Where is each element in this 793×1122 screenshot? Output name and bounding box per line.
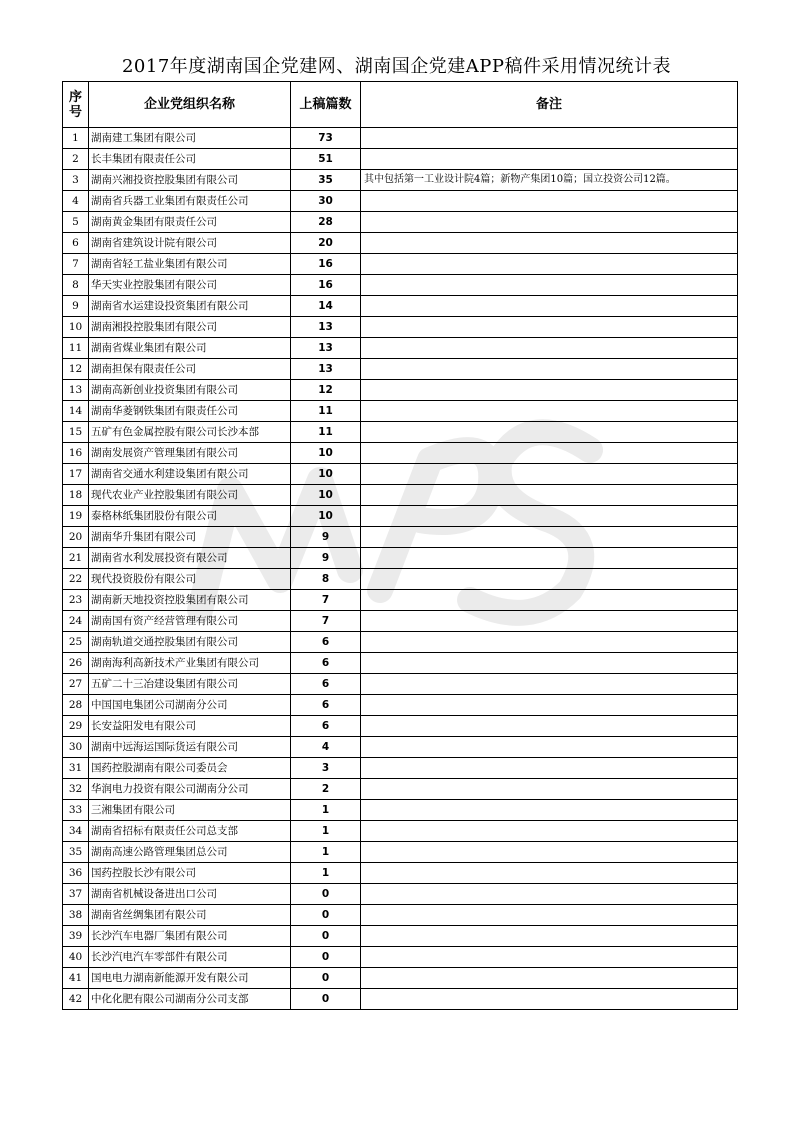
row-note-cell <box>361 926 738 947</box>
table-row <box>63 170 738 191</box>
row-count-cell: 10 <box>291 485 361 506</box>
row-note-cell <box>361 884 738 905</box>
row-seq-cell: 10 <box>63 317 89 338</box>
table-row <box>63 947 738 968</box>
row-count-cell: 0 <box>291 884 361 905</box>
table-row <box>63 821 738 842</box>
row-name-cell: 湖南湘投控股集团有限公司 <box>89 317 291 338</box>
row-note-cell: 其中包括第一工业设计院4篇；新物产集团10篇；国立投资公司12篇。 <box>361 170 738 191</box>
row-count-cell: 1 <box>291 800 361 821</box>
table-row <box>63 653 738 674</box>
row-name-cell: 湖南省水利发展投资有限公司 <box>89 548 291 569</box>
row-name-cell: 湖南华升集团有限公司 <box>89 527 291 548</box>
row-note-cell <box>361 842 738 863</box>
row-name-cell: 湖南中远海运国际货运有限公司 <box>89 737 291 758</box>
table-row <box>63 359 738 380</box>
table-row <box>63 884 738 905</box>
table-row <box>63 527 738 548</box>
row-name-cell: 华润电力投资有限公司湖南分公司 <box>89 779 291 800</box>
row-count-cell: 3 <box>291 758 361 779</box>
row-seq-cell: 28 <box>63 695 89 716</box>
row-name-cell: 湖南省机械设备进出口公司 <box>89 884 291 905</box>
row-count-cell: 10 <box>291 506 361 527</box>
row-name-cell: 湖南发展资产管理集团有限公司 <box>89 443 291 464</box>
row-seq-cell: 15 <box>63 422 89 443</box>
row-note-cell <box>361 359 738 380</box>
row-note-cell <box>361 716 738 737</box>
header-note: 备注 <box>361 82 738 128</box>
table-row <box>63 191 738 212</box>
row-count-cell: 51 <box>291 149 361 170</box>
row-seq-cell: 9 <box>63 296 89 317</box>
table-row <box>63 737 738 758</box>
row-count-cell: 14 <box>291 296 361 317</box>
table-row <box>63 926 738 947</box>
table-row <box>63 464 738 485</box>
row-note-cell <box>361 212 738 233</box>
row-note-cell <box>361 296 738 317</box>
row-name-cell: 现代农业产业控股集团有限公司 <box>89 485 291 506</box>
row-count-cell: 30 <box>291 191 361 212</box>
table-row <box>63 275 738 296</box>
row-count-cell: 0 <box>291 989 361 1010</box>
row-count-cell: 11 <box>291 401 361 422</box>
row-name-cell: 五矿二十三冶建设集团有限公司 <box>89 674 291 695</box>
table-row <box>63 254 738 275</box>
row-note-cell <box>361 317 738 338</box>
header-seq <box>63 82 89 128</box>
row-name-cell: 中化化肥有限公司湖南分公司支部 <box>89 989 291 1010</box>
table-body <box>63 128 738 1010</box>
row-name-cell: 华天实业控股集团有限公司 <box>89 275 291 296</box>
row-seq-cell: 36 <box>63 863 89 884</box>
table-row <box>63 779 738 800</box>
row-seq-cell: 1 <box>63 128 89 149</box>
page-title: 2017年度湖南国企党建网、湖南国企党建APP稿件采用情况统计表 <box>121 56 672 77</box>
table-row <box>63 422 738 443</box>
row-seq-cell: 11 <box>63 338 89 359</box>
row-seq-cell: 40 <box>63 947 89 968</box>
row-note-cell <box>361 674 738 695</box>
row-count-cell: 6 <box>291 716 361 737</box>
row-note-cell <box>361 485 738 506</box>
row-seq-cell: 4 <box>63 191 89 212</box>
row-note-cell <box>361 380 738 401</box>
row-note-cell <box>361 254 738 275</box>
row-note-cell <box>361 653 738 674</box>
row-count-cell: 7 <box>291 590 361 611</box>
row-name-cell: 国药控股湖南有限公司委员会 <box>89 758 291 779</box>
row-name-cell: 五矿有色金属控股有限公司长沙本部 <box>89 422 291 443</box>
row-count-cell: 2 <box>291 779 361 800</box>
row-name-cell: 长沙汽车电器厂集团有限公司 <box>89 926 291 947</box>
row-seq-cell: 3 <box>63 170 89 191</box>
row-count-cell: 10 <box>291 464 361 485</box>
row-note-cell <box>361 191 738 212</box>
row-name-cell: 湖南黄金集团有限责任公司 <box>89 212 291 233</box>
row-seq-cell: 22 <box>63 569 89 590</box>
row-note-cell <box>361 758 738 779</box>
row-count-cell: 0 <box>291 947 361 968</box>
row-note-cell <box>361 737 738 758</box>
table-row <box>63 443 738 464</box>
row-count-cell: 1 <box>291 842 361 863</box>
row-name-cell: 湖南省交通水利建设集团有限公司 <box>89 464 291 485</box>
table-row <box>63 758 738 779</box>
row-name-cell: 湖南建工集团有限公司 <box>89 128 291 149</box>
table-row <box>63 611 738 632</box>
row-seq-cell: 29 <box>63 716 89 737</box>
row-seq-cell: 7 <box>63 254 89 275</box>
row-note-cell <box>361 464 738 485</box>
table-row <box>63 989 738 1010</box>
row-seq-cell: 24 <box>63 611 89 632</box>
row-count-cell: 0 <box>291 968 361 989</box>
row-note-cell <box>361 506 738 527</box>
row-note-cell <box>361 695 738 716</box>
row-name-cell: 湖南省轻工盐业集团有限公司 <box>89 254 291 275</box>
row-seq-cell: 5 <box>63 212 89 233</box>
statistics-table <box>62 81 738 1010</box>
row-seq-cell: 27 <box>63 674 89 695</box>
row-note-cell <box>361 611 738 632</box>
row-count-cell: 6 <box>291 653 361 674</box>
row-name-cell: 湖南省丝绸集团有限公司 <box>89 905 291 926</box>
row-name-cell: 湖南兴湘投资控股集团有限公司 <box>89 170 291 191</box>
row-seq-cell: 38 <box>63 905 89 926</box>
row-note-cell <box>361 821 738 842</box>
table-row <box>63 128 738 149</box>
row-name-cell: 湖南高新创业投资集团有限公司 <box>89 380 291 401</box>
row-note-cell <box>361 989 738 1010</box>
row-name-cell: 湖南海利高新技术产业集团有限公司 <box>89 653 291 674</box>
row-seq-cell: 20 <box>63 527 89 548</box>
table-row <box>63 863 738 884</box>
row-seq-cell: 8 <box>63 275 89 296</box>
row-note-cell <box>361 149 738 170</box>
row-name-cell: 湖南省兵器工业集团有限责任公司 <box>89 191 291 212</box>
row-name-cell: 湖南省建筑设计院有限公司 <box>89 233 291 254</box>
row-note-cell <box>361 590 738 611</box>
row-name-cell: 湖南国有资产经营管理有限公司 <box>89 611 291 632</box>
table-row <box>63 338 738 359</box>
row-seq-cell: 13 <box>63 380 89 401</box>
header-name: 企业党组织名称 <box>89 82 291 128</box>
row-note-cell <box>361 905 738 926</box>
table-row <box>63 800 738 821</box>
table-row <box>63 716 738 737</box>
row-count-cell: 13 <box>291 359 361 380</box>
row-note-cell <box>361 443 738 464</box>
row-count-cell: 6 <box>291 674 361 695</box>
table-row <box>63 506 738 527</box>
row-seq-cell: 14 <box>63 401 89 422</box>
row-seq-cell: 6 <box>63 233 89 254</box>
row-seq-cell: 16 <box>63 443 89 464</box>
row-seq-cell: 37 <box>63 884 89 905</box>
row-seq-cell: 25 <box>63 632 89 653</box>
row-count-cell: 0 <box>291 905 361 926</box>
row-note-cell <box>361 569 738 590</box>
row-name-cell: 三湘集团有限公司 <box>89 800 291 821</box>
row-name-cell: 湖南担保有限责任公司 <box>89 359 291 380</box>
table-row <box>63 590 738 611</box>
row-count-cell: 1 <box>291 863 361 884</box>
row-name-cell: 长沙汽电汽车零部件有限公司 <box>89 947 291 968</box>
row-name-cell: 湖南新天地投资控股集团有限公司 <box>89 590 291 611</box>
row-note-cell <box>361 401 738 422</box>
row-seq-cell: 35 <box>63 842 89 863</box>
row-name-cell: 湖南华菱钢铁集团有限责任公司 <box>89 401 291 422</box>
row-note-cell <box>361 632 738 653</box>
row-seq-cell: 2 <box>63 149 89 170</box>
row-count-cell: 4 <box>291 737 361 758</box>
row-count-cell: 28 <box>291 212 361 233</box>
table-row <box>63 674 738 695</box>
table-row <box>63 401 738 422</box>
table-row <box>63 212 738 233</box>
row-seq-cell: 18 <box>63 485 89 506</box>
table-row <box>63 905 738 926</box>
row-note-cell <box>361 548 738 569</box>
row-name-cell: 湖南高速公路管理集团总公司 <box>89 842 291 863</box>
table-row <box>63 317 738 338</box>
row-note-cell <box>361 779 738 800</box>
table-row <box>63 548 738 569</box>
row-seq-cell: 41 <box>63 968 89 989</box>
row-seq-cell: 30 <box>63 737 89 758</box>
row-seq-cell: 34 <box>63 821 89 842</box>
row-count-cell: 16 <box>291 254 361 275</box>
row-name-cell: 中国国电集团公司湖南分公司 <box>89 695 291 716</box>
row-note-cell <box>361 233 738 254</box>
row-name-cell: 湖南轨道交通控股集团有限公司 <box>89 632 291 653</box>
row-count-cell: 73 <box>291 128 361 149</box>
row-count-cell: 1 <box>291 821 361 842</box>
row-note-cell <box>361 338 738 359</box>
row-seq-cell: 19 <box>63 506 89 527</box>
table-header-row <box>63 82 738 128</box>
row-count-cell: 9 <box>291 548 361 569</box>
row-note-cell <box>361 968 738 989</box>
row-name-cell: 国电电力湖南新能源开发有限公司 <box>89 968 291 989</box>
table-row <box>63 968 738 989</box>
row-count-cell: 0 <box>291 926 361 947</box>
table-row <box>63 380 738 401</box>
row-count-cell: 8 <box>291 569 361 590</box>
row-count-cell: 9 <box>291 527 361 548</box>
row-count-cell: 13 <box>291 317 361 338</box>
row-seq-cell: 26 <box>63 653 89 674</box>
table-row <box>63 296 738 317</box>
row-name-cell: 国药控股长沙有限公司 <box>89 863 291 884</box>
row-seq-cell: 39 <box>63 926 89 947</box>
row-count-cell: 20 <box>291 233 361 254</box>
row-seq-cell: 42 <box>63 989 89 1010</box>
row-name-cell: 湖南省水运建设投资集团有限公司 <box>89 296 291 317</box>
row-note-cell <box>361 275 738 296</box>
table-row <box>63 233 738 254</box>
row-note-cell <box>361 947 738 968</box>
row-count-cell: 11 <box>291 422 361 443</box>
table-row <box>63 632 738 653</box>
row-count-cell: 35 <box>291 170 361 191</box>
row-seq-cell: 17 <box>63 464 89 485</box>
row-seq-cell: 21 <box>63 548 89 569</box>
row-note-cell <box>361 800 738 821</box>
row-count-cell: 6 <box>291 695 361 716</box>
row-seq-cell: 12 <box>63 359 89 380</box>
row-count-cell: 7 <box>291 611 361 632</box>
row-seq-cell: 23 <box>63 590 89 611</box>
row-name-cell: 长安益阳发电有限公司 <box>89 716 291 737</box>
row-name-cell: 长丰集团有限责任公司 <box>89 149 291 170</box>
row-seq-cell: 33 <box>63 800 89 821</box>
row-note-cell <box>361 863 738 884</box>
table-row <box>63 149 738 170</box>
row-note-cell <box>361 422 738 443</box>
row-count-cell: 12 <box>291 380 361 401</box>
row-count-cell: 10 <box>291 443 361 464</box>
row-count-cell: 16 <box>291 275 361 296</box>
row-note-cell <box>361 128 738 149</box>
table-row <box>63 695 738 716</box>
table-row <box>63 842 738 863</box>
row-seq-cell: 32 <box>63 779 89 800</box>
table-row <box>63 569 738 590</box>
row-name-cell: 现代投资股份有限公司 <box>89 569 291 590</box>
row-seq-cell: 31 <box>63 758 89 779</box>
row-name-cell: 湖南省招标有限责任公司总支部 <box>89 821 291 842</box>
row-name-cell: 湖南省煤业集团有限公司 <box>89 338 291 359</box>
row-count-cell: 13 <box>291 338 361 359</box>
row-note-cell <box>361 527 738 548</box>
header-seq-label: 序号 <box>68 89 82 120</box>
row-count-cell: 6 <box>291 632 361 653</box>
table-row <box>63 485 738 506</box>
row-name-cell: 泰格林纸集团股份有限公司 <box>89 506 291 527</box>
header-count: 上稿篇数 <box>291 82 361 128</box>
